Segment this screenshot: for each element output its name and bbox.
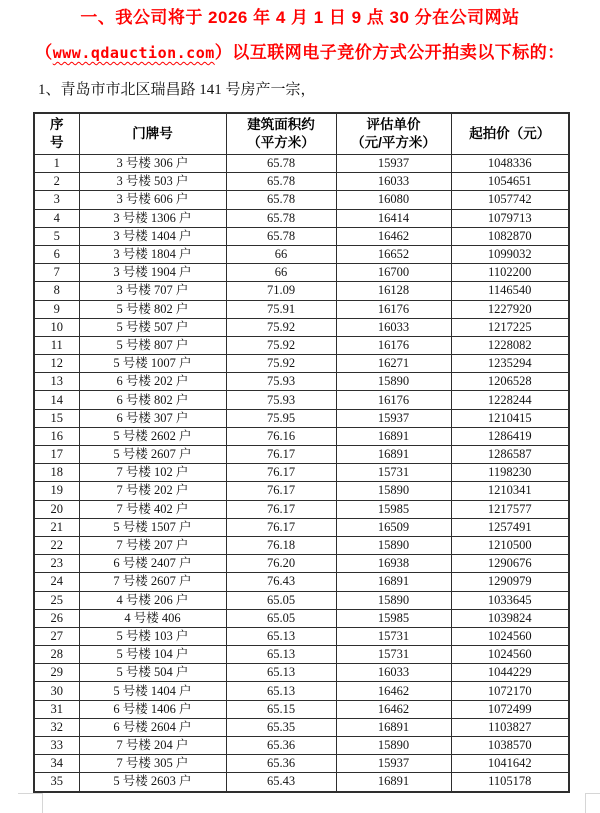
cell-building-area: 65.78 [226, 227, 336, 245]
cell-starting-price: 1210341 [451, 482, 569, 500]
cell-starting-price: 1210500 [451, 536, 569, 554]
cell-seq-no: 34 [34, 755, 79, 773]
cell-assessed-unit-price: 15937 [336, 409, 451, 427]
cell-starting-price: 1072170 [451, 682, 569, 700]
table-row [34, 427, 569, 445]
cell-door-number: 4 号楼 206 户 [79, 591, 226, 609]
cell-starting-price: 1206528 [451, 373, 569, 391]
cell-seq-no: 18 [34, 464, 79, 482]
cell-door-number: 6 号楼 2407 户 [79, 555, 226, 573]
cell-assessed-unit-price: 15890 [336, 373, 451, 391]
cell-building-area: 66 [226, 264, 336, 282]
cell-door-number: 6 号楼 307 户 [79, 409, 226, 427]
auction-lots-table [33, 112, 570, 793]
cell-door-number: 3 号楼 1306 户 [79, 209, 226, 227]
cell-door-number: 7 号楼 207 户 [79, 536, 226, 554]
cell-starting-price: 1290676 [451, 555, 569, 573]
cell-building-area: 65.78 [226, 155, 336, 173]
header-building-area-line1: 建筑面积约 [247, 117, 315, 133]
cell-assessed-unit-price: 16462 [336, 682, 451, 700]
cell-door-number: 5 号楼 1404 户 [79, 682, 226, 700]
cell-seq-no: 12 [34, 355, 79, 373]
cell-starting-price: 1105178 [451, 773, 569, 792]
table-row [34, 627, 569, 645]
cell-starting-price: 1146540 [451, 282, 569, 300]
cell-door-number: 3 号楼 306 户 [79, 155, 226, 173]
table-row [34, 718, 569, 736]
cell-door-number: 5 号楼 807 户 [79, 336, 226, 354]
cell-building-area: 75.93 [226, 373, 336, 391]
cell-starting-price: 1057742 [451, 191, 569, 209]
cell-assessed-unit-price: 16938 [336, 555, 451, 573]
cell-door-number: 3 号楼 503 户 [79, 173, 226, 191]
cell-door-number: 5 号楼 2603 户 [79, 773, 226, 792]
table-row [34, 300, 569, 318]
cell-assessed-unit-price: 16652 [336, 245, 451, 263]
title-line2-suffix: ）以互联网电子竞价方式公开拍卖以下标的： [214, 43, 565, 62]
cell-seq-no: 16 [34, 427, 79, 445]
cell-seq-no: 23 [34, 555, 79, 573]
cell-door-number: 7 号楼 204 户 [79, 737, 226, 755]
table-row [34, 227, 569, 245]
cell-door-number: 3 号楼 1904 户 [79, 264, 226, 282]
cell-building-area: 65.78 [226, 209, 336, 227]
cell-starting-price: 1102200 [451, 264, 569, 282]
header-building-area-line2: （平方米） [247, 135, 315, 150]
cell-building-area: 75.95 [226, 409, 336, 427]
cell-starting-price: 1044229 [451, 664, 569, 682]
table-row [34, 573, 569, 591]
cell-seq-no: 31 [34, 700, 79, 718]
cell-building-area: 65.15 [226, 700, 336, 718]
cell-assessed-unit-price: 16891 [336, 718, 451, 736]
table-row [34, 591, 569, 609]
cell-seq-no: 4 [34, 209, 79, 227]
cell-building-area: 76.17 [226, 482, 336, 500]
cell-starting-price: 1286587 [451, 446, 569, 464]
cell-door-number: 5 号楼 2602 户 [79, 427, 226, 445]
cell-seq-no: 22 [34, 536, 79, 554]
table-row [34, 191, 569, 209]
cell-door-number: 7 号楼 402 户 [79, 500, 226, 518]
lot-description: 1、青岛市市北区瑞昌路 141 号房产一宗， [38, 82, 316, 98]
cell-seq-no: 8 [34, 282, 79, 300]
cell-building-area: 75.92 [226, 336, 336, 354]
cell-assessed-unit-price: 16128 [336, 282, 451, 300]
cell-door-number: 3 号楼 1804 户 [79, 245, 226, 263]
cell-starting-price: 1079713 [451, 209, 569, 227]
header-seq-no-line2: 号 [50, 135, 64, 150]
cell-door-number: 3 号楼 1404 户 [79, 227, 226, 245]
cell-seq-no: 9 [34, 300, 79, 318]
cell-door-number: 7 号楼 305 户 [79, 755, 226, 773]
cell-assessed-unit-price: 15985 [336, 609, 451, 627]
table-row [34, 355, 569, 373]
cell-assessed-unit-price: 15985 [336, 500, 451, 518]
header-door-number-line1: 门牌号 [132, 126, 173, 142]
cell-door-number: 5 号楼 1507 户 [79, 518, 226, 536]
table-row [34, 155, 569, 173]
cell-building-area: 71.09 [226, 282, 336, 300]
cell-assessed-unit-price: 16414 [336, 209, 451, 227]
table-row [34, 173, 569, 191]
table-header-row [34, 113, 569, 155]
cell-assessed-unit-price: 16700 [336, 264, 451, 282]
cell-seq-no: 27 [34, 627, 79, 645]
cell-door-number: 6 号楼 202 户 [79, 373, 226, 391]
table-row [34, 245, 569, 263]
table-row [34, 682, 569, 700]
cell-door-number: 7 号楼 102 户 [79, 464, 226, 482]
cell-assessed-unit-price: 15890 [336, 536, 451, 554]
table-row [34, 373, 569, 391]
cell-seq-no: 6 [34, 245, 79, 263]
cell-seq-no: 19 [34, 482, 79, 500]
table-row [34, 318, 569, 336]
cell-starting-price: 1038570 [451, 737, 569, 755]
cell-door-number: 5 号楼 2607 户 [79, 446, 226, 464]
cell-door-number: 5 号楼 103 户 [79, 627, 226, 645]
cell-seq-no: 20 [34, 500, 79, 518]
cell-starting-price: 1210415 [451, 409, 569, 427]
cell-starting-price: 1257491 [451, 518, 569, 536]
cell-seq-no: 15 [34, 409, 79, 427]
cell-building-area: 75.92 [226, 355, 336, 373]
cell-assessed-unit-price: 16891 [336, 773, 451, 792]
cell-door-number: 4 号楼 406 [79, 609, 226, 627]
header-seq-no [34, 113, 79, 155]
cell-building-area: 65.43 [226, 773, 336, 792]
cell-assessed-unit-price: 16891 [336, 427, 451, 445]
cell-seq-no: 35 [34, 773, 79, 792]
cell-starting-price: 1099032 [451, 245, 569, 263]
cell-seq-no: 26 [34, 609, 79, 627]
cell-building-area: 65.35 [226, 718, 336, 736]
table-row [34, 482, 569, 500]
cell-building-area: 65.13 [226, 664, 336, 682]
table-row [34, 555, 569, 573]
cell-starting-price: 1227920 [451, 300, 569, 318]
table-row [34, 518, 569, 536]
cell-building-area: 76.17 [226, 500, 336, 518]
header-assessed-unit-price-line1: 评估单价 [366, 117, 421, 133]
cell-seq-no: 10 [34, 318, 79, 336]
cell-door-number: 7 号楼 202 户 [79, 482, 226, 500]
cell-starting-price: 1041642 [451, 755, 569, 773]
cell-starting-price: 1286419 [451, 427, 569, 445]
header-seq-no-line1: 序 [50, 117, 64, 133]
cell-building-area: 65.05 [226, 591, 336, 609]
cell-seq-no: 32 [34, 718, 79, 736]
cell-building-area: 65.78 [226, 191, 336, 209]
header-assessed-unit-price [336, 113, 451, 155]
cell-starting-price: 1082870 [451, 227, 569, 245]
cell-seq-no: 17 [34, 446, 79, 464]
cell-building-area: 65.05 [226, 609, 336, 627]
cell-door-number: 5 号楼 507 户 [79, 318, 226, 336]
cell-starting-price: 1048336 [451, 155, 569, 173]
cell-building-area: 65.36 [226, 755, 336, 773]
header-building-area [226, 113, 336, 155]
cell-starting-price: 1039824 [451, 609, 569, 627]
table-row [34, 500, 569, 518]
cell-building-area: 76.16 [226, 427, 336, 445]
cell-seq-no: 33 [34, 737, 79, 755]
cell-door-number: 5 号楼 504 户 [79, 664, 226, 682]
cell-building-area: 76.17 [226, 518, 336, 536]
cell-building-area: 75.93 [226, 391, 336, 409]
announcement-title-line2 [0, 41, 600, 65]
cell-assessed-unit-price: 16462 [336, 700, 451, 718]
cell-assessed-unit-price: 15731 [336, 627, 451, 645]
cell-starting-price: 1217577 [451, 500, 569, 518]
cell-starting-price: 1054651 [451, 173, 569, 191]
title-line2-prefix: （ [35, 43, 53, 62]
cell-assessed-unit-price: 16891 [336, 446, 451, 464]
cell-starting-price: 1217225 [451, 318, 569, 336]
cell-assessed-unit-price: 15937 [336, 755, 451, 773]
table-row [34, 464, 569, 482]
table-row [34, 409, 569, 427]
cell-building-area: 76.17 [226, 446, 336, 464]
table-row [34, 664, 569, 682]
page-margin-mark-left [18, 793, 43, 813]
cell-starting-price: 1235294 [451, 355, 569, 373]
cell-door-number: 5 号楼 104 户 [79, 646, 226, 664]
cell-starting-price: 1290979 [451, 573, 569, 591]
cell-starting-price: 1228244 [451, 391, 569, 409]
cell-assessed-unit-price: 16462 [336, 227, 451, 245]
page-margin-mark-right [585, 793, 600, 813]
cell-assessed-unit-price: 16033 [336, 173, 451, 191]
cell-seq-no: 11 [34, 336, 79, 354]
cell-seq-no: 25 [34, 591, 79, 609]
cell-assessed-unit-price: 15890 [336, 591, 451, 609]
cell-seq-no: 13 [34, 373, 79, 391]
table-row [34, 773, 569, 792]
table-row [34, 209, 569, 227]
table-body [34, 155, 569, 792]
cell-seq-no: 21 [34, 518, 79, 536]
cell-starting-price: 1198230 [451, 464, 569, 482]
cell-building-area: 65.13 [226, 646, 336, 664]
cell-assessed-unit-price: 15731 [336, 464, 451, 482]
cell-starting-price: 1024560 [451, 627, 569, 645]
auction-website-url: www.qdauction.com [52, 44, 215, 62]
cell-assessed-unit-price: 15890 [336, 482, 451, 500]
cell-building-area: 76.20 [226, 555, 336, 573]
cell-door-number: 3 号楼 606 户 [79, 191, 226, 209]
table-row [34, 700, 569, 718]
cell-seq-no: 7 [34, 264, 79, 282]
cell-assessed-unit-price: 16176 [336, 391, 451, 409]
header-assessed-unit-price-line2: （元/平方米） [351, 135, 436, 150]
cell-assessed-unit-price: 15937 [336, 155, 451, 173]
cell-building-area: 75.92 [226, 318, 336, 336]
cell-seq-no: 1 [34, 155, 79, 173]
cell-assessed-unit-price: 16509 [336, 518, 451, 536]
table-row [34, 737, 569, 755]
cell-door-number: 6 号楼 802 户 [79, 391, 226, 409]
cell-seq-no: 24 [34, 573, 79, 591]
cell-starting-price: 1072499 [451, 700, 569, 718]
cell-building-area: 76.43 [226, 573, 336, 591]
table-row [34, 446, 569, 464]
cell-assessed-unit-price: 16271 [336, 355, 451, 373]
cell-starting-price: 1228082 [451, 336, 569, 354]
cell-seq-no: 28 [34, 646, 79, 664]
cell-seq-no: 30 [34, 682, 79, 700]
cell-building-area: 75.91 [226, 300, 336, 318]
cell-building-area: 65.36 [226, 737, 336, 755]
cell-assessed-unit-price: 15890 [336, 737, 451, 755]
cell-door-number: 3 号楼 707 户 [79, 282, 226, 300]
cell-door-number: 6 号楼 2604 户 [79, 718, 226, 736]
cell-seq-no: 2 [34, 173, 79, 191]
cell-assessed-unit-price: 16033 [336, 318, 451, 336]
cell-assessed-unit-price: 16033 [336, 664, 451, 682]
cell-building-area: 66 [226, 245, 336, 263]
cell-door-number: 6 号楼 1406 户 [79, 700, 226, 718]
table-row [34, 646, 569, 664]
table-row [34, 536, 569, 554]
cell-assessed-unit-price: 16080 [336, 191, 451, 209]
table-row [34, 336, 569, 354]
cell-building-area: 76.18 [226, 536, 336, 554]
cell-building-area: 76.17 [226, 464, 336, 482]
header-starting-price-line1: 起拍价（元） [469, 126, 551, 142]
cell-assessed-unit-price: 16891 [336, 573, 451, 591]
cell-seq-no: 14 [34, 391, 79, 409]
cell-door-number: 5 号楼 1007 户 [79, 355, 226, 373]
table-row [34, 282, 569, 300]
cell-starting-price: 1033645 [451, 591, 569, 609]
announcement-title-line1: 一、我公司将于 2026 年 4 月 1 日 9 点 30 分在公司网站 [80, 8, 520, 27]
cell-door-number: 7 号楼 2607 户 [79, 573, 226, 591]
table-row [34, 755, 569, 773]
cell-seq-no: 3 [34, 191, 79, 209]
table-row [34, 609, 569, 627]
table-row [34, 264, 569, 282]
cell-assessed-unit-price: 15731 [336, 646, 451, 664]
cell-seq-no: 5 [34, 227, 79, 245]
cell-starting-price: 1103827 [451, 718, 569, 736]
cell-building-area: 65.13 [226, 682, 336, 700]
cell-seq-no: 29 [34, 664, 79, 682]
cell-door-number: 5 号楼 802 户 [79, 300, 226, 318]
cell-building-area: 65.13 [226, 627, 336, 645]
cell-assessed-unit-price: 16176 [336, 300, 451, 318]
header-starting-price [451, 113, 569, 155]
header-door-number [79, 113, 226, 155]
table-row [34, 391, 569, 409]
cell-starting-price: 1024560 [451, 646, 569, 664]
cell-assessed-unit-price: 16176 [336, 336, 451, 354]
cell-building-area: 65.78 [226, 173, 336, 191]
